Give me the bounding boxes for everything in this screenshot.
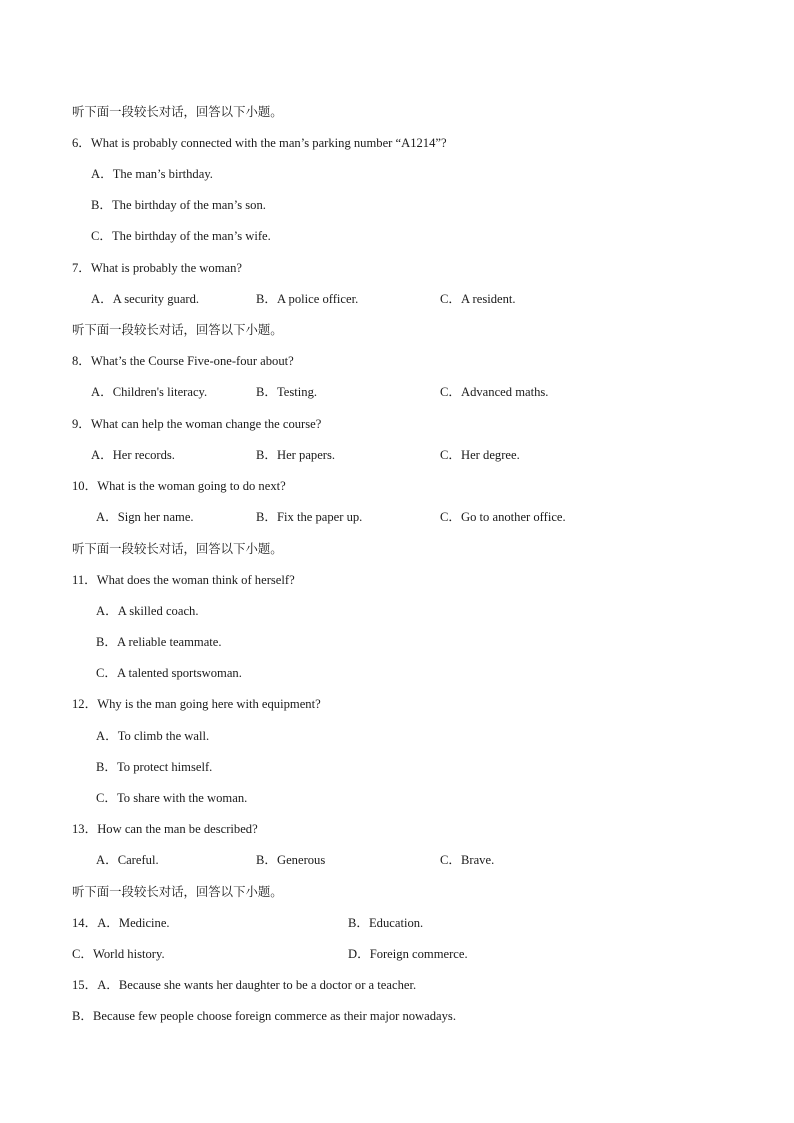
section-header: 听下面一段较长对话，回答以下小题。 (72, 322, 283, 337)
section-header: 听下面一段较长对话，回答以下小题。 (72, 541, 283, 556)
question-11-option-b: B．A reliable teammate. (96, 635, 222, 649)
question-12-option-b: B．To protect himself. (96, 760, 213, 774)
section-header: 听下面一段较长对话，回答以下小题。 (72, 104, 283, 119)
question-6-option-c: C．The birthday of the man’s wife. (91, 229, 271, 243)
question-10-option-b: B．Fix the paper up. (256, 510, 363, 524)
question-8-option-c: C．Advanced maths. (440, 385, 549, 399)
question-7-option-a: A．A security guard. (91, 292, 200, 306)
question-6-option-b: B．The birthday of the man’s son. (91, 198, 266, 212)
question-8-stem: 8．What’s the Course Five-one-four about? (72, 354, 294, 368)
question-15-option-b: B．Because few people choose foreign commerce as their major nowadays. (72, 1009, 456, 1023)
question-11-stem: 11．What does the woman think of herself? (72, 573, 295, 587)
question-13-stem: 13．How can the man be described? (72, 822, 258, 836)
question-6-option-a: A．The man’s birthday. (91, 167, 213, 181)
question-8-option-b: B．Testing. (256, 385, 318, 399)
question-8-option-a: A．Children's literacy. (91, 385, 208, 399)
question-14-option-d: D．Foreign commerce. (348, 947, 468, 961)
question-10-stem: 10．What is the woman going to do next? (72, 479, 286, 493)
question-15-option-a: 15．A．Because she wants her daughter to be a doctor or a teacher. (72, 978, 417, 992)
question-12-option-a: A．To climb the wall. (96, 729, 210, 743)
section-header: 听下面一段较长对话，回答以下小题。 (72, 884, 283, 899)
question-7-stem: 7．What is probably the woman? (72, 261, 242, 275)
question-9-option-c: C．Her degree. (440, 448, 520, 462)
question-7-option-b: B．A police officer. (256, 292, 359, 306)
question-12-stem: 12．Why is the man going here with equipment? (72, 697, 321, 711)
question-11-option-c: C．A talented sportswoman. (96, 666, 242, 680)
question-13-option-a: A．Careful. (96, 853, 159, 867)
question-14-option-c: C．World history. (72, 947, 165, 961)
question-14-option-b: B．Education. (348, 916, 424, 930)
question-14-option-a: 14．A．Medicine. (72, 916, 170, 930)
question-6-stem: 6．What is probably connected with the man’s parking number “A1214”? (72, 136, 447, 150)
question-9-option-a: A．Her records. (91, 448, 175, 462)
question-9-stem: 9．What can help the woman change the course? (72, 417, 322, 431)
question-13-option-c: C．Brave. (440, 853, 495, 867)
question-9-option-b: B．Her papers. (256, 448, 336, 462)
question-10-option-a: A．Sign her name. (96, 510, 194, 524)
question-10-option-c: C．Go to another office. (440, 510, 566, 524)
question-11-option-a: A．A skilled coach. (96, 604, 199, 618)
question-7-option-c: C．A resident. (440, 292, 516, 306)
question-12-option-c: C．To share with the woman. (96, 791, 248, 805)
question-13-option-b: B．Generous (256, 853, 326, 867)
